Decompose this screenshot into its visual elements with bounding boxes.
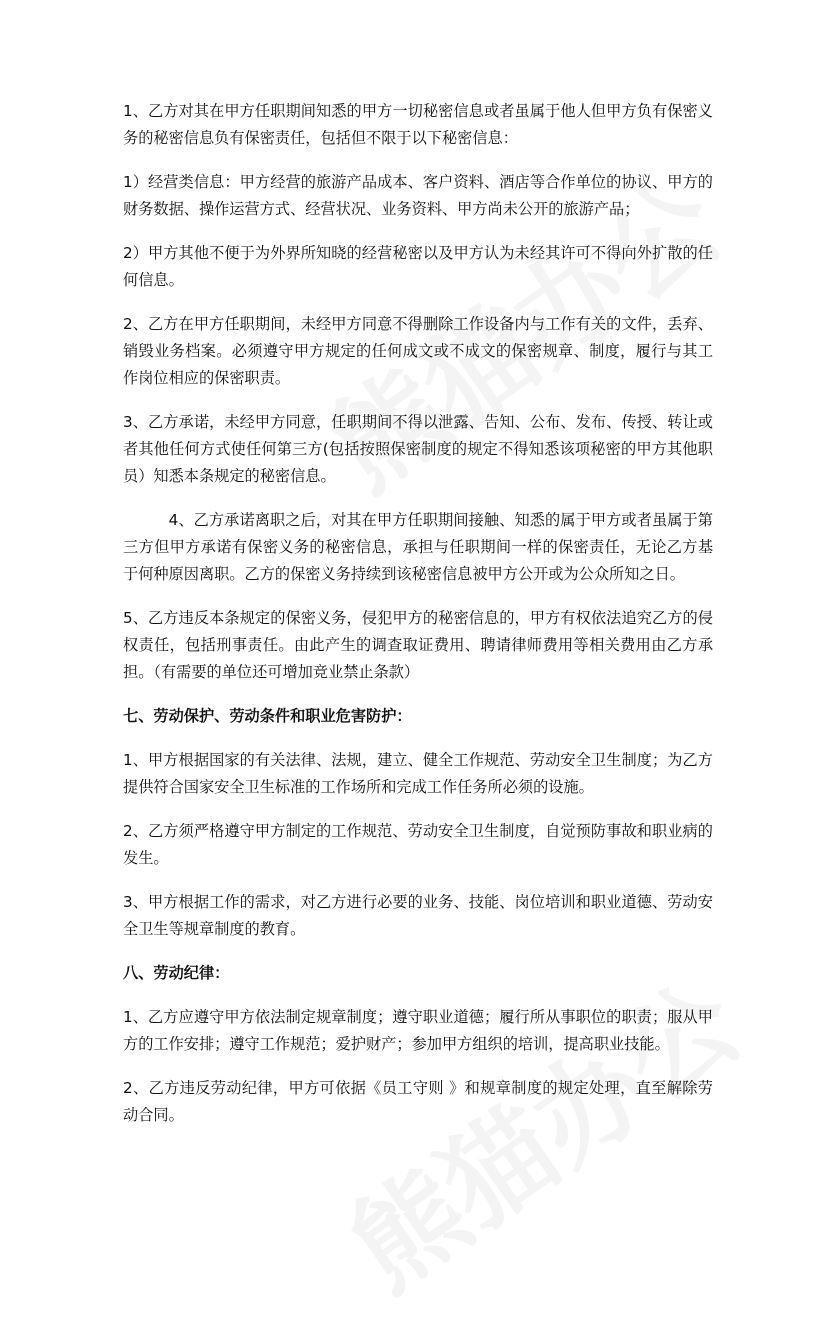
- paragraph-other-info: 2）甲方其他不便于为外界所知晓的经营秘密以及甲方认为未经其许可不得向外扩散的任何信息。: [123, 244, 713, 289]
- paragraph-protection-2: 2、乙方须严格遵守甲方制定的工作规范、劳动安全卫生制度，自觉预防事故和职业病的发生。: [123, 822, 713, 867]
- paragraph-confidential-3: 3、乙方承诺，未经甲方同意，任职期间不得以泄露、告知、公布、发布、传授、转让或者其他任何方式使任何第三方(包括按照保密制度的规定不得知悉该项秘密的甲方其他职员）知悉本条规定的秘密信息。: [123, 413, 713, 485]
- paragraph-discipline-1: 1、乙方应遵守甲方依法制定规章制度；遵守职业道德；履行所从事职位的职责；服从甲方的工作安排；遵守工作规范；爱护财产；参加甲方组织的培训，提高职业技能。: [123, 1008, 713, 1053]
- paragraph-business-info: 1）经营类信息：甲方经营的旅游产品成本、客户资料、酒店等合作单位的协议、甲方的财务数据、操作运营方式、经营状况、业务资料、甲方尚未公开的旅游产品；: [123, 173, 713, 218]
- section-heading-labor-discipline: 八、劳动纪律：: [123, 964, 230, 982]
- paragraph-confidential-2: 2、乙方在甲方任职期间，未经甲方同意不得删除工作设备内与工作有关的文件，丢弃、销毁业务档案。必须遵守甲方规定的任何成文或不成文的保密规章、制度，履行与其工作岗位相应的保密职责。: [123, 315, 713, 387]
- section-heading-labor-protection: 七、劳动保护、劳动条件和职业危害防护：: [123, 707, 412, 725]
- paragraph-confidential-1: 1、乙方对其在甲方任职期间知悉的甲方一切秘密信息或者虽属于他人但甲方负有保密义务的秘密信息负有保密责任，包括但不限于以下秘密信息：: [123, 102, 713, 147]
- paragraph-discipline-2: 2、乙方违反劳动纪律，甲方可依据《员工守则 》和规章制度的规定处理，直至解除劳动合同。: [123, 1079, 713, 1124]
- paragraph-confidential-4: 4、乙方承诺离职之后，对其在甲方任职期间接触、知悉的属于甲方或者虽属于第三方但甲方承诺有保密义务的秘密信息，承担与任职期间一样的保密责任，无论乙方基于何种原因离职。乙方的保密义务持续到该秘密信息被甲方公开或为公众所知之日。: [123, 511, 713, 583]
- document-body: [123, 98, 713, 1146]
- paragraph-confidential-5: 5、乙方违反本条规定的保密义务，侵犯甲方的秘密信息的，甲方有权依法追究乙方的侵权责任，包括刑事责任。由此产生的调查取证费用、聘请律师费用等相关费用由乙方承担。（有需要的单位还可增加竞业禁止条款）: [123, 609, 713, 681]
- paragraph-protection-3: 3、甲方根据工作的需求，对乙方进行必要的业务、技能、岗位培训和职业道德、劳动安全卫生等规章制度的教育。: [123, 893, 713, 938]
- paragraph-protection-1: 1、甲方根据国家的有关法律、法规，建立、健全工作规范、劳动安全卫生制度；为乙方提供符合国家安全卫生标准的工作场所和完成工作任务所必须的设施。: [123, 751, 713, 796]
